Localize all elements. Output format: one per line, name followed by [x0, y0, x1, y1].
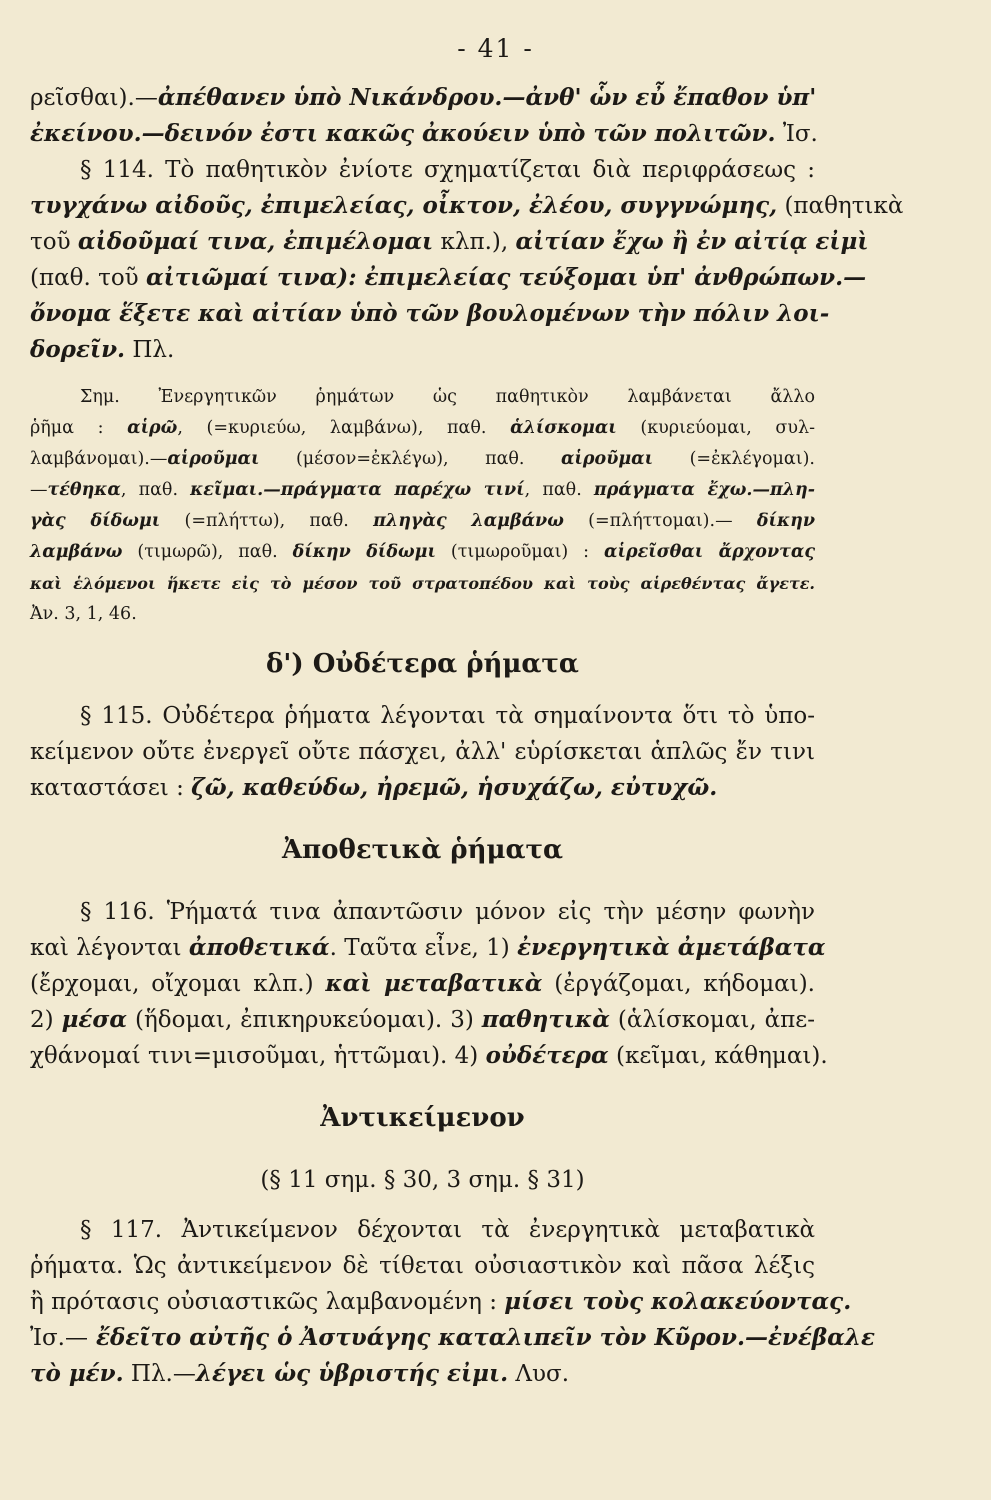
text: (παθ. τοῦ: [30, 265, 146, 291]
note-line: [30, 444, 815, 475]
text: Λυσ.: [508, 1361, 570, 1387]
note-line: [30, 475, 815, 506]
text: (κυριεύομαι, συλ-: [616, 418, 815, 438]
text-line: [30, 770, 815, 806]
text-line: [30, 188, 904, 224]
text-line: [30, 1284, 852, 1320]
text: (ἁλίσκομαι, ἀπε-: [609, 1007, 815, 1033]
italic-text: παθητικὰ: [481, 1006, 610, 1033]
italic-text: ἐκείνου.—δεινόν ἐστι κακῶς ἀκούειν ὑπὸ τῶν πολιτῶν.: [30, 120, 776, 147]
text: (παθητικὰ: [777, 193, 904, 219]
text: κλπ.),: [433, 229, 516, 255]
text: χθάνομαί τινι=μισοῦμαι, ἡττῶμαι). 4): [30, 1043, 486, 1069]
note-line: καὶ ἑλόμενοι ἥκετε εἰς τὸ μέσον τοῦ στρατοπέδου καὶ τοὺς αἱρεθέντας ἄγετε.: [30, 574, 815, 593]
text: (ἔρχομαι, οἴχομαι κλπ.): [30, 971, 326, 997]
italic-text: λέγει ὡς ὑβριστής εἰμι.: [195, 1360, 509, 1387]
note-line: Ἀν. 3, 1, 46.: [30, 604, 137, 624]
italic-text: πληγὰς λαμβάνω: [373, 511, 564, 531]
note-block: [30, 382, 815, 630]
note-line: [30, 537, 815, 568]
text: (ἐργάζομαι, κήδομαι).: [542, 971, 815, 997]
italic-text: τὸ μέν.: [30, 1360, 124, 1387]
italic-text: κεῖμαι.—πράγματα παρέχω τινί: [190, 480, 525, 500]
italic-text: αἱρῶ: [127, 418, 178, 438]
text: . Ταῦτα εἶνε, 1): [329, 935, 518, 961]
italic-text: αἱρεῖσθαι ἄρχοντας: [604, 542, 815, 562]
text-line: [30, 966, 815, 1002]
text: Ἰσ.: [775, 121, 818, 147]
text: (=πλήττομαι).—: [563, 511, 757, 531]
text-line: [30, 224, 869, 260]
page-body: [30, 80, 904, 1392]
italic-text: ἐνεργητικὰ ἀμετάβατα: [517, 934, 826, 961]
text: (=πλήττω), παθ.: [160, 511, 374, 531]
italic-text: αἰδοῦμαί τινα, ἐπιμέλομαι: [77, 228, 434, 255]
text-line: κείμενον οὔτε ἐνεργεῖ οὔτε πάσχει, ἀλλ' εὑρίσκεται ἁπλῶς ἔν τινι: [30, 739, 815, 765]
text-line: § 115. Οὐδέτερα ῥήματα λέγονται τὰ σημαίνοντα ὅτι τὸ ὑπο-: [80, 703, 815, 729]
note-line: [30, 506, 815, 537]
text: Πλ.: [125, 337, 175, 363]
text-line: [30, 80, 815, 116]
text-line: [30, 1038, 828, 1074]
section-heading: Ἀντικείμενον: [320, 1103, 525, 1133]
text: (τιμωρῶ), παθ.: [122, 542, 293, 562]
text-line: [30, 1356, 815, 1392]
text-line: [30, 332, 815, 368]
italic-text: αἰτίαν ἔχω ἢ ἐν αἰτίᾳ εἰμὶ: [515, 228, 869, 255]
text-line: § 117. Ἀντικείμενον δέχονται τὰ ἐνεργητικὰ μεταβατικὰ: [80, 1217, 815, 1243]
text: , παθ.: [524, 480, 594, 500]
italic-text: λαμβάνω: [30, 542, 123, 562]
italic-text: γὰς δίδωμι: [30, 511, 161, 531]
text: (=ἐκλέγομαι).: [653, 449, 815, 469]
text: ῥῆμα :: [30, 418, 128, 438]
note-line: Σημ. Ἐνεργητικῶν ῥημάτων ὡς παθητικὸν λαμβάνεται ἄλλο: [80, 387, 815, 407]
italic-text: τυγχάνω αἰδοῦς, ἐπιμελείας, οἶκτον, ἐλέου, συγγνώμης,: [30, 192, 778, 219]
text: , (=κυριεύω, λαμβάνω), παθ.: [177, 418, 511, 438]
text: καταστάσει :: [30, 775, 192, 801]
text-line: ῥήματα. Ὡς ἀντικείμενον δὲ τίθεται οὐσιαστικὸν καὶ πᾶσα λέξις: [30, 1253, 815, 1279]
italic-text: ἁλίσκομαι: [510, 418, 617, 438]
italic-text: πράγματα ἔχω.—πλη-: [593, 480, 816, 500]
text-line: [30, 930, 826, 966]
italic-text: οὐδέτερα: [485, 1042, 609, 1069]
text: καὶ λέγονται: [30, 935, 189, 961]
section-heading: δ') Οὐδέτερα ῥήματα: [266, 649, 579, 679]
text: λαμβάνομαι).—: [30, 449, 168, 469]
text: 2): [30, 1007, 62, 1033]
section-heading: Ἀποθετικὰ ῥήματα: [281, 835, 564, 865]
italic-text: δίκην: [756, 511, 815, 531]
text: Ἰσ.—: [30, 1325, 88, 1351]
italic-text: δίκην δίδωμι: [292, 542, 436, 562]
text-line: [30, 1002, 815, 1038]
paragraph-115: [30, 698, 815, 806]
text: (κεῖμαι, κάθημαι).: [608, 1043, 828, 1069]
italic-text: αἰτιῶμαί τινα): ἐπιμελείας τεύξομαι ὑπ' ἀνθρώπων.—: [145, 264, 867, 291]
italic-text: αἱροῦμαι: [560, 449, 654, 469]
italic-text: καὶ μεταβατικὰ: [325, 970, 543, 997]
note-line: [30, 413, 815, 444]
text: , παθ.: [120, 480, 191, 500]
text: ρεῖσθαι).—: [30, 85, 158, 111]
text-line: § 116. Ῥήματά τινα ἀπαντῶσιν μόνον εἰς τὴν μέσην φωνὴν: [80, 899, 815, 925]
text: Πλ.—: [123, 1361, 196, 1387]
italic-text: μέσα: [61, 1006, 128, 1033]
text: ἢ πρότασις οὐσιαστικῶς λαμβανομένη :: [30, 1289, 505, 1315]
paragraph-114: [30, 152, 904, 368]
text: (τιμωροῦμαι) :: [435, 542, 605, 562]
cross-reference: (§ 11 σημ. § 30, 3 σημ. § 31): [260, 1167, 585, 1193]
italic-text: ἀπέθανεν ὑπὸ Νικάνδρου.—ἀνθ' ὧν εὖ ἔπαθον ὑπ': [157, 84, 817, 111]
text: (ἥδομαι, ἐπικηρυκεύομαι). 3): [127, 1007, 482, 1033]
italic-text: μίσει τοὺς κολακεύοντας.: [504, 1288, 852, 1315]
italic-text: ἔδεῖτο αὐτῆς ὁ Ἀστυάγης καταλιπεῖν τὸν Κῦρον.—ἐνέβαλε: [88, 1324, 875, 1351]
text: —: [30, 480, 48, 500]
text-line: § 114. Τὸ παθητικὸν ἐνίοτε σχηματίζεται διὰ περιφράσεως :: [80, 157, 815, 183]
text-line: ὄνομα ἕξετε καὶ αἰτίαν ὑπὸ τῶν βουλομένων τὴν πόλιν λοι-: [30, 300, 830, 327]
text-line: [30, 1320, 875, 1356]
text: (μέσον=ἐκλέγω), παθ.: [259, 449, 561, 469]
italic-text: δορεῖν.: [30, 336, 126, 363]
text-line: [30, 260, 867, 296]
paragraph-117: [30, 1212, 875, 1392]
text-line: [30, 116, 818, 152]
italic-text: τέθηκα: [47, 480, 121, 500]
italic-text: ζῶ, καθεύδω, ἠρεμῶ, ἡσυχάζω, εὐτυχῶ.: [191, 774, 718, 801]
paragraph-116: [30, 894, 828, 1074]
italic-text: αἱροῦμαι: [167, 449, 260, 469]
page-number: - 41 -: [457, 34, 534, 63]
italic-text: ἀποθετικά: [188, 934, 330, 961]
text: τοῦ: [30, 229, 78, 255]
